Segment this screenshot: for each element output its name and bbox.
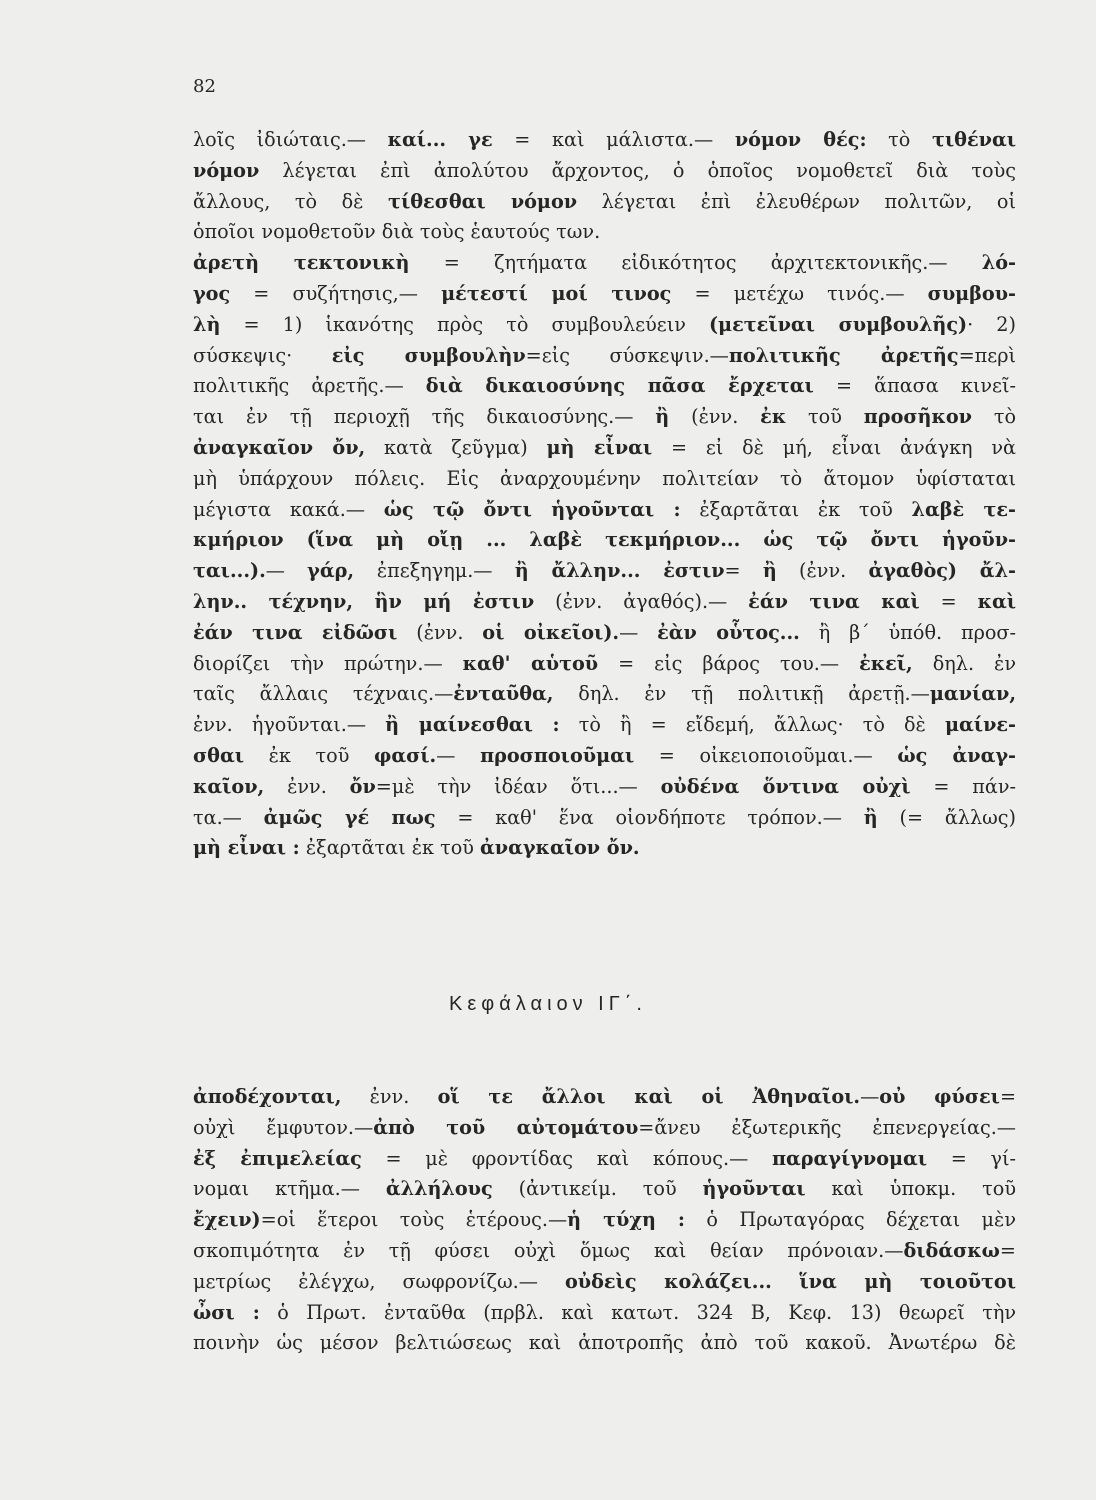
bold-term: ἀναγκαῖον ὄν. [480,836,640,860]
bold-term: λαβὲ τε- [911,497,1016,521]
gloss-text: = πάν- [910,774,1016,798]
bold-term: ἐξ ἐπιμελείας [193,1146,362,1170]
bold-term: ἀποδέχονται, [193,1085,342,1108]
bold-term: ἢ μαίνεσθαι : [385,713,560,737]
gloss-text: = [999,1238,1016,1262]
bold-term: καῖον, [193,774,265,798]
gloss-text: σύσκεψις· [193,343,332,367]
bold-term: σθαι [193,743,244,767]
gloss-text: ἐνν. ἡγοῦνται.— [193,713,386,737]
gloss-text: ποινὴν ὡς μέσον βελτιώσεως καὶ ἀποτροπῆς ἀπὸ τοῦ κακοῦ. Ἀνωτέρω δὲ [193,1331,1016,1355]
gloss-text: ται ἐν τῇ περιοχῇ τῆς δικαιοσύνης.— [193,405,656,429]
gloss-text: = συζήτησις,— [230,281,442,305]
gloss-text: — [436,743,481,767]
bold-term: παραγίγνομαι [771,1146,928,1170]
text-line [193,1144,1016,1175]
text-line [193,156,1016,187]
gloss-text: λέγεται ἐπὶ ἀπολύτου ἄρχοντος, ὁ ὁποῖος νομοθετεῖ διὰ τοὺς [259,158,1016,182]
gloss-text: μὴ ὑπάρχουν πόλεις. Εἰς ἀναρχουμένην πολιτείαν τὸ ἄτομον ὑφίσταται [193,466,1016,490]
bold-term: συμβου- [927,281,1016,305]
bold-term: ἐνταῦθα, [453,682,554,706]
text-line [193,248,1016,279]
gloss-text: δηλ. ἐν τῇ πολιτικῇ ἀρετῇ.— [553,682,930,706]
text-line [193,217,1016,248]
gloss-text: (ἐνν. ἀγαθός).— [534,589,749,613]
text-line [193,495,1016,526]
gloss-text: τὸ ἢ = εἴδεμή, ἄλλως· τὸ δὲ [559,713,945,737]
text-line [193,341,1016,372]
bold-term: οὐ φύσει [879,1085,1000,1108]
gloss-text: λέγεται ἐπὶ ἐλευθέρων πολιτῶν, οἱ [577,189,1016,213]
gloss-text: =οἱ ἕτεροι τοὺς ἑτέρους.— [260,1208,568,1232]
bold-term: μανίαν, [929,682,1016,706]
text-line [193,833,1016,864]
bold-term: μὴ εἶναι : [193,836,300,860]
bold-term: καὶ [977,589,1017,613]
text-line [193,1267,1016,1298]
bold-term: προσποιοῦμαι [480,743,635,767]
gloss-text: (ἐνν. [669,405,761,429]
text-line [193,279,1016,310]
bold-term: ἀλλήλους [385,1177,493,1201]
gloss-text: τὸ [866,128,932,151]
gloss-text: = [724,559,763,583]
gloss-text: (ἐνν. [776,559,869,583]
bold-term: οἵ τε ἄλλοι καὶ οἱ Ἀθηναῖοι. [437,1085,861,1108]
gloss-text: οὐχὶ ἔμφυτον.— [193,1115,374,1139]
gloss-text: — [619,620,658,644]
gloss-text: = εἰ δὲ μή, εἶναι ἀνάγκη νὰ [652,435,1016,459]
bold-term: προσῆκον [863,405,972,429]
gloss-text: = καθ' ἕνα οἱονδήποτε τρόπον.— [435,805,864,829]
text-line [193,402,1016,433]
commentary-notes [193,125,1016,864]
text-line [193,772,1016,803]
gloss-text: = 1) ἱκανότης πρὸς τὸ συμβουλεύειν [220,312,709,336]
bold-term: ται...). [193,559,266,583]
bold-term: ἀναγκαῖον ὄν, [193,435,366,459]
bold-term: ἐκ [760,405,787,429]
bold-term: τίθεσθαι νόμον [388,189,578,213]
gloss-text: διορίζει τὴν πρώτην.— [193,651,463,675]
bold-term: (μετεῖναι συμβουλῆς) [708,312,968,336]
text-line [193,525,1016,556]
gloss-text: = [919,589,978,613]
bold-term: οἱ οἰκεῖοι). [482,620,620,644]
gloss-text: = καὶ μάλιστα.— [492,128,735,151]
gloss-text: δηλ. ἐν [912,651,1016,675]
bold-term: ἀγαθὸς) ἄλ- [868,559,1016,583]
gloss-text: = μὲ φροντίδας καὶ κόπους.— [361,1146,772,1170]
bold-term: ἢ [655,405,670,429]
bold-term: λὴ [193,312,221,336]
bold-term: οὐδένα ὅντινα οὐχὶ [660,774,911,798]
text-line [193,803,1016,834]
bold-term: μέτεστί μοί τινος [441,281,672,305]
text-line [193,187,1016,218]
bold-term: ἀπὸ τοῦ αὐτομάτου [373,1115,639,1139]
gloss-text: καὶ ὑποκμ. τοῦ [805,1177,1016,1201]
bold-term: ἢ ἄλλην... ἐστιν [514,559,725,583]
gloss-text: (= ἄλλως) [877,805,1017,829]
page-number: 82 [193,76,216,97]
gloss-text: · 2) [967,312,1016,336]
text-line [193,710,1016,741]
gloss-text: — [265,559,308,583]
text-line [193,310,1016,341]
gloss-text: μέγιστα κακά.— [193,497,384,521]
text-line [193,679,1016,710]
text-line [193,1082,1016,1113]
gloss-text: σκοπιμότητα ἐν τῇ φύσει οὐχὶ ὅμως καὶ θείαν πρόνοιαν.— [193,1238,904,1262]
gloss-text: ἄλλους, τὸ δὲ [193,189,389,213]
gloss-text: =περὶ [958,343,1016,367]
gloss-text: (ἐνν. [397,620,483,644]
gloss-text: =μὲ τὴν ἰδέαν ὅτι...— [375,774,661,798]
text-line [193,556,1016,587]
bold-term: εἰς συμβουλὴν [331,343,526,367]
gloss-text: = εἰς βάρος του.— [598,651,860,675]
bold-term: πολιτικῆς ἀρετῆς [728,343,959,367]
text-line [193,1328,1016,1359]
text-line [193,1205,1016,1236]
gloss-text: τα.— [193,805,264,829]
text-line [193,587,1016,618]
gloss-text: ὁ Πρωταγόρας δέχεται μὲν [684,1208,1016,1232]
bold-term: ἐάν τινα εἰδῶσι [193,620,398,644]
gloss-text: ἐπεξηγημ.— [376,559,515,583]
gloss-text: = γί- [927,1146,1017,1170]
gloss-text: (ἀντικείμ. τοῦ [492,1177,703,1201]
gloss-text: ἐκ τοῦ [244,743,374,767]
gloss-text: — [860,1085,880,1108]
gloss-text: πολιτικῆς ἀρετῆς.— [193,374,426,398]
text-line [193,618,1016,649]
gloss-text: ἐξαρτᾶται ἐκ τοῦ [680,497,912,521]
bold-term: ἡ τύχη : [567,1208,685,1232]
bold-term: ἀμῶς γέ πως [263,805,436,829]
text-line [193,741,1016,772]
text-line [193,125,1016,156]
bold-term: ἐκεῖ, [859,651,913,675]
gloss-text: τὸ [971,405,1016,429]
text-line [193,464,1016,495]
text-line [193,649,1016,680]
gloss-text: ἢ β΄ ὑπόθ. προσ- [799,620,1016,644]
bold-term: καί... γε [387,128,493,151]
bold-term: μὴ εἶναι [546,435,653,459]
bold-term: φασί. [374,743,437,767]
text-line [193,1298,1016,1329]
gloss-text: = μετέχω τινός.— [671,281,928,305]
gloss-text: ταῖς ἄλλαις τέχναις.— [193,682,454,706]
gloss-text: = [999,1085,1017,1108]
gloss-text: = οἰκειοποιοῦμαι.— [634,743,898,767]
bold-term: ὦσι : [193,1300,260,1324]
gloss-text: ἐξαρτᾶται ἐκ τοῦ [299,836,481,860]
bold-term: οὐδεὶς κολάζει... ἵνα μὴ τοιοῦτοι [564,1269,1016,1293]
gloss-text: μετρίως ἐλέγχω, σωφρονίζω.— [193,1269,565,1293]
bold-term: ἐὰν οὗτος... [657,620,800,644]
gloss-text: = ζητήματα εἰδικότητος ἀρχιτεκτονικῆς.— [409,251,982,275]
gloss-text: νομαι κτῆμα.— [193,1177,386,1201]
bold-term: ἀρετὴ τεκτονικὴ [193,251,410,275]
gloss-text: =ἄνευ ἐξωτερικῆς ἐπενεργείας.— [638,1115,1016,1139]
bold-term: ὄν [349,774,376,798]
text-line [193,433,1016,464]
bold-term: κμήριον (ἵνα μὴ οἴῃ ... λαβὲ τεκμήριον... ὡς τῷ ὄντι ἡγοῦν- [193,528,1016,552]
bold-term: διδάσκω [903,1238,1000,1262]
chapter-heading: Κεφάλαιον ΙΓ΄. [449,993,647,1015]
bold-term: τιθέναι [931,128,1016,151]
bold-term: ὡς τῷ ὄντι ἡγοῦνται : [383,497,681,521]
bold-term: νόμον [193,158,260,182]
bold-term: ἢ [762,559,777,583]
bold-term: ἢ [863,805,878,829]
text-line [193,371,1016,402]
gloss-text: κατὰ ζεῦγμα) [365,435,547,459]
bold-term: μαίνε- [944,713,1017,737]
text-line [193,1113,1016,1144]
bold-term: λό- [981,251,1016,275]
bold-term: λην.. τέχνην, ἣν μή ἐστιν [193,589,535,613]
gloss-text: = ἅπασα κινεῖ- [813,374,1016,398]
bold-term: καθ' αὑτοῦ [462,651,599,675]
bold-term: γάρ, [307,559,377,583]
bold-term: ὡς ἀναγ- [897,743,1016,767]
bold-term: διὰ δικαιοσύνης πᾶσα ἔρχεται [425,374,814,398]
gloss-text: ἐνν. [341,1085,438,1108]
gloss-text: τοῦ [786,405,864,429]
gloss-text: ἐνν. [264,774,350,798]
bold-term: ἐάν τινα καὶ [748,589,920,613]
text-line [193,1174,1016,1205]
gloss-text: λοῖς ἰδιώταις.— [193,128,388,151]
bold-term: ἔχειν) [193,1208,261,1232]
bold-term: ἡγοῦνται [702,1177,806,1201]
bold-term: νόμον θές: [734,128,867,151]
gloss-text: ὁ Πρωτ. ἐνταῦθα (πρβλ. καὶ κατωτ. 324 Β, Κεφ. 13) θεωρεῖ τὴν [259,1300,1017,1324]
bold-term: γος [193,281,231,305]
chapter-notes [193,1082,1016,1359]
text-line [193,1236,1016,1267]
gloss-text: =εἰς σύσκεψιν.— [525,343,729,367]
gloss-text: ὁποῖοι νομοθετοῦν διὰ τοὺς ἑαυτούς των. [193,220,601,244]
